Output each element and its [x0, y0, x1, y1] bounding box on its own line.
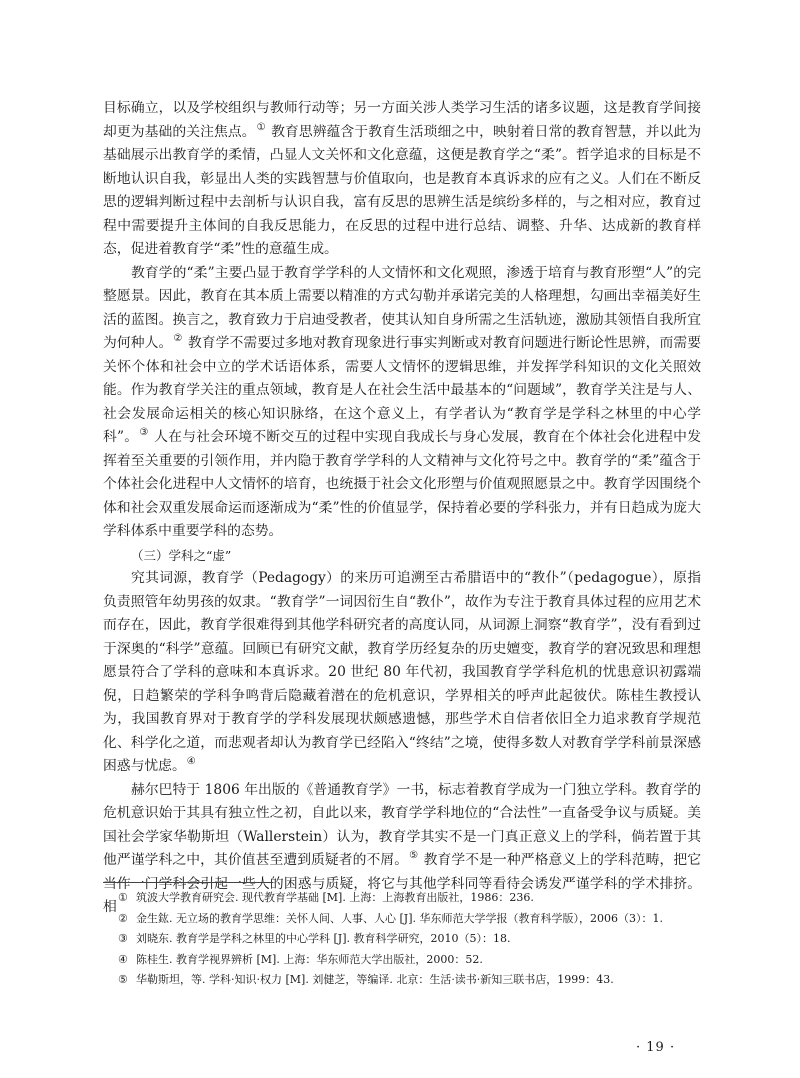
footnote [118, 970, 718, 991]
paragraph [103, 262, 701, 544]
footnote-number: ③ [118, 932, 128, 945]
footnote-ref: ⑤ [409, 850, 419, 862]
footnote-number: ④ [118, 952, 128, 966]
footnote-number: ① [118, 891, 128, 904]
footnote-divider [103, 882, 273, 883]
footnote-ref: ④ [186, 756, 196, 768]
paragraph [103, 97, 701, 262]
page-number: · 19 · [636, 1040, 676, 1055]
footnote [118, 888, 718, 909]
body-text [103, 97, 701, 920]
footnote-number: ② [118, 911, 128, 925]
paragraph [103, 567, 701, 779]
footnote-ref: ③ [139, 427, 149, 439]
footnote-text: 陈桂生. 教育学视界辨析 [M]. 上海：华东师范大学出版社，2000：52. [136, 952, 483, 966]
footnotes [118, 888, 718, 991]
paragraph-text: 究其词源，教育学（Pedagogy）的来历可追溯至古希腊语中的“教仆”（pedagogue），原指负责照管年幼男孩的奴隶。“教育学”一词因衍生自“教仆”，故作为专注于教育具体过程的应用艺术而存在，因此，教育学很难得到其他学科研究者的高度认同，从词源上洞察“教育学”，没有看到过于深奥的“科学”意蕴。回顾已有研究文献，教育学历经复杂的历史嬗变，教育学的窘况致思和理想愿景符合了学科的意味和本真诉求。20 世纪 80 年代初，我国教育学学科危机的忧患意识初露端倪，日趋繁荣的学科争鸣背后隐藏着潜在的危机意识，学界相关的呼声此起彼伏。陈桂生教授认为，我国教育界对于教育学的学科发展现状颇感遗憾，那些学术自信者依旧全力追求教育学规范化、科学化之道，而悲观者却认为教育学已经陷入“终结”之境，使得多数人对教育学学科前景深感困惑与忧虑。 [103, 570, 701, 774]
footnote-text: 筑波大学教育研究会. 现代教育学基础 [M]. 上海：上海教育出版社，1986：236. [136, 891, 534, 904]
footnote [118, 909, 718, 930]
footnote-text: 金生鈜. 无立场的教育学思维：关怀人间、人事、人心 [J]. 华东师范大学学报（教育科学版），2006（3）：1. [136, 911, 663, 925]
footnote [118, 950, 718, 971]
paragraph-text: 教育学不需要过多地对教育现象进行事实判断或对教育问题进行断论性思辨，而需要关怀个体和社会中立的学术话语体系，需要人文情怀的逻辑思维，并发挥学科知识的文化关照效能。作为教育学关注的重点领域，教育是人在社会生活中最基本的“问题域”，教育学关注是与人、社会发展命运相关的核心知识脉络，在这个意义上，有学者认为“教育学是学科之林里的中心学科”。 [103, 335, 702, 445]
paragraph-text: 教育学不是一种严格意义上的学科范畴，把它当作一门学科会引起一些人的困惑与质疑，将它与其他学科同等看待会诱发严谨学科的学术排挤。相 [103, 852, 702, 915]
paragraph-text: （三）学科之“虚” [131, 547, 232, 563]
paragraph-text: 目标确立，以及学校组织与教师行动等；另一方面关涉人类学习生活的诸多议题，这是教育学间接却更为基础的关注焦点。 [103, 100, 701, 140]
footnote [118, 929, 718, 950]
paragraph-text: 教育学的“柔”主要凸显于教育学学科的人文情怀和文化观照，渗透于培育与教育形塑“人”的完整愿景。因此，教育在其本质上需要以精准的方式勾勒并承诺完美的人格理想，勾画出幸福美好生活的蓝图。换言之，教育致力于启迪受教者，使其认知自身所需之生活轨迹，激励其领悟自我所宜为何种人。 [103, 264, 701, 351]
footnote-number: ⑤ [118, 973, 128, 986]
section-heading [103, 544, 701, 568]
footnote-ref: ① [256, 121, 266, 133]
paragraph-text: 赫尔巴特于 1806 年出版的《普通教育学》一书，标志着教育学成为一门独立学科。教育学的危机意识始于其具有独立性之初，自此以来，教育学学科地位的“合法性”一直备受争议与质疑。美国社会学家华勒斯坦（Wallerstein）认为，教育学其实不是一门真正意义上的学科，倘若置于其他严谨学科之中，其价值甚至遭到质疑者的不屑。 [103, 781, 701, 868]
paragraph-text: 人在与社会环境不断交互的过程中实现自我成长与身心发展，教育在个体社会化进程中发挥着至关重要的引领作用，并内隐于教育学学科的人文精神与文化符号之中。教育学的“柔”蕴含于个体社会化进程中人文情怀的培育，也统摄于社会文化形塑与价值观照愿景之中。教育学因围绕个体和社会双重发展命运而逐渐成为“柔”性的价值显学，保持着必要的学科张力，并有日趋成为庞大学科体系中重要学科的态势。 [103, 429, 701, 539]
paragraph-text: 教育思辨蕴含于教育生活琐细之中，映射着日常的教育智慧，并以此为基础展示出教育学的柔情，凸显人文关怀和文化意蕴，这便是教育学之“柔”。哲学追求的目标是不断地认识自我，彰显出人类的实践智慧与价值取向，也是教育本真诉求的应有之义。人们在不断反思的逻辑判断过程中去剖析与认识自我，富有反思的思辨生活是缤纷多样的，与之相对应，教育过程中需要提升主体间的自我反思能力，在反思的过程中进行总结、调整、升华、达成新的教育样态，促进着教育学“柔”性的意蕴生成。 [103, 123, 701, 257]
footnote-text: 刘晓东. 教育学是学科之林里的中心学科 [J]. 教育科学研究，2010（5）：18. [136, 932, 511, 945]
footnote-text: 华勒斯坦，等. 学科·知识·权力 [M]. 刘健芝，等编译. 北京：生活·读书·新知三联书店，1999：43. [136, 973, 614, 986]
footnote-ref: ② [173, 333, 183, 345]
